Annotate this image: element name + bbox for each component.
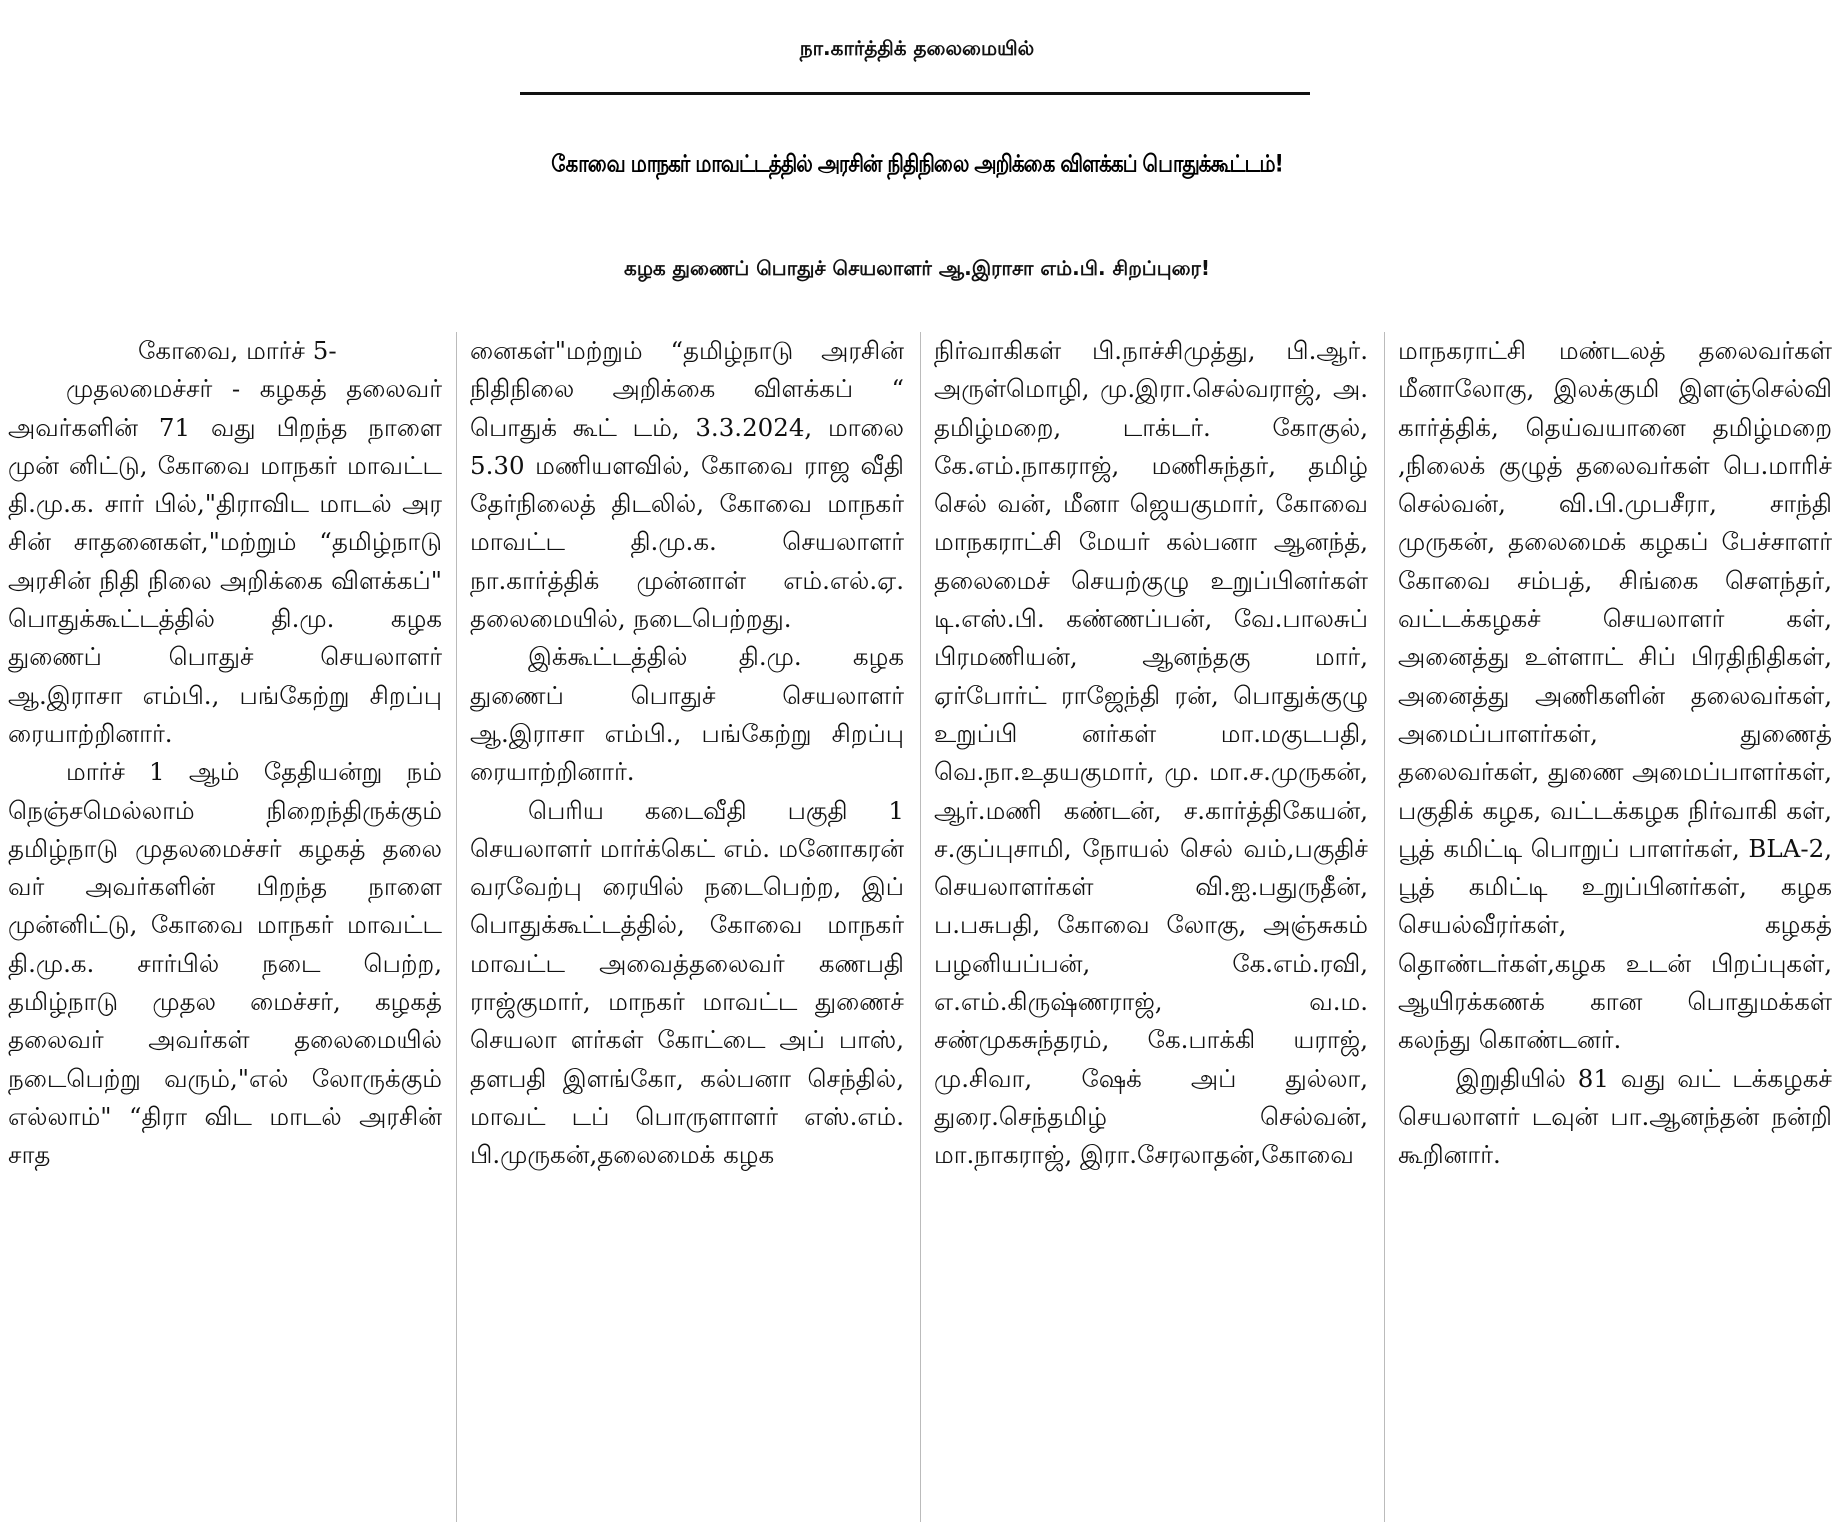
column-1-paragraph-1: முதலமைச்சர் - கழகத் தலைவர் அவர்களின் 71 வது பிறந்த நாளை முன் னிட்டு, கோவை மாநகர் மாவட்ட தி.மு.க. சார் பில்,"திராவிட மாடல் அர சின் சாதனைகள்,"மற்றும் “தமிழ்நாடு அரசின் நிதி நிலை அறிக்கை விளக்கப்" பொதுக்கூட்டத்தில் தி.மு. கழக துணைப் பொதுச் செயலாளர் ஆ.இராசா எம்பி., பங்கேற்று சிறப்பு ரையாற்றினார். bbox=[8, 374, 442, 748]
column-2 bbox=[470, 332, 904, 1175]
column-4-paragraph-1: மாநகராட்சி மண்டலத் தலைவர்கள் மீனாலோகு, இலக்குமி இளஞ்செல்வி கார்த்திக், தெய்வயானை தமிழ்மறை ,நிலைக் குழுத் தலைவர்கள் பெ.மாரிச் செல்வன், வி.பி.முபசீரா, சாந்தி முருகன், தலைமைக் கழகப் பேச்சாளர் கோவை சம்பத், சிங்கை சௌந்தர், வட்டக்கழகச் செயலாளர் கள், அனைத்து உள்ளாட் சிப் பிரதிநிதிகள், அனைத்து அணிகளின் தலைவர்கள், அமைப்பாளர்கள், துணைத் தலைவர்கள், துணை அமைப்பாளர்கள், பகுதிக் கழக, வட்டக்கழக நிர்வாகி கள், பூத் கமிட்டி பொறுப் பாளர்கள், BLA-2, பூத் கமிட்டி உறுப்பினர்கள், கழக செயல்வீரர்கள், கழகத் தொண்டர்கள்,கழக உடன் பிறப்புகள், ஆயிரக்கணக் கான பொதுமக்கள் கலந்து கொண்டனர். bbox=[1398, 336, 1832, 1055]
column-divider bbox=[920, 332, 921, 1522]
article-headline: கோவை மாநகர் மாவட்டத்தில் அரசின் நிதிநிலை அறிக்கை விளக்கப் பொதுக்கூட்டம்! bbox=[551, 148, 1283, 178]
column-2-paragraph-3: பெரிய கடைவீதி பகுதி 1 செயலாளர் மார்க்கெட் எம். மனோகரன் வரவேற்பு ரையில் நடைபெற்ற, இப் பொதுக்கூட்டத்தில், கோவை மாநகர் மாவட்ட அவைத்தலைவர் கணபதி ராஜ்குமார், மாநகர் மாவட்ட துணைச் செயலா ளர்கள் கோட்டை அப் பாஸ், தளபதி இளங்கோ, கல்பனா செந்தில், மாவட் டப் பொருளாளர் எஸ்.எம். பி.முருகன்,தலைமைக் கழக bbox=[470, 795, 904, 1170]
column-4 bbox=[1398, 332, 1832, 1175]
column-1-paragraph-2: மார்ச் 1 ஆம் தேதியன்று நம் நெஞ்சமெல்லாம் நிறைந்திருக்கும் தமிழ்நாடு முதலமைச்சர் கழகத் தலை வர் அவர்களின் பிறந்த நாளை முன்னிட்டு, கோவை மாநகர் மாவட்ட தி.மு.க. சார்பில் நடை பெற்ற, தமிழ்நாடு முதல மைச்சர், கழகத் தலைவர் அவர்கள் தலைமையில் நடைபெற்று வரும்,"எல் லோருக்கும் எல்லாம்" “திரா விட மாடல் அரசின் சாத bbox=[8, 757, 442, 1170]
column-4-paragraph-2: இறுதியில் 81 வது வட் டக்கழகச் செயலாளர் டவுன் பா.ஆனந்தன் நன்றி கூறினார். bbox=[1398, 1063, 1832, 1170]
kicker-underline bbox=[520, 92, 1310, 95]
article-kicker: நா.கார்த்திக் தலைமையில் bbox=[799, 36, 1035, 60]
column-3 bbox=[934, 332, 1368, 1175]
column-divider bbox=[1384, 332, 1385, 1522]
column-1 bbox=[8, 332, 442, 1175]
article-subhead: கழக துணைப் பொதுச் செயலாளர் ஆ.இராசா எம்.பி. சிறப்புரை! bbox=[624, 256, 1210, 280]
column-3-paragraph-1: நிர்வாகிகள் பி.நாச்சிமுத்து, பி.ஆர். அருள்மொழி, மு.இரா.செல்வராஜ், அ. தமிழ்மறை, டாக்டர். கோகுல், கே.எம்.நாகராஜ், மணிசுந்தர், தமிழ் செல் வன், மீனா ஜெயகுமார், கோவை மாநகராட்சி மேயர் கல்பனா ஆனந்த், தலைமைச் செயற்குழு உறுப்பினர்கள் டி.எஸ்.பி. கண்ணப்பன், வே.பாலசுப் பிரமணியன், ஆனந்தகு மார், ஏர்போர்ட் ராஜேந்தி ரன், பொதுக்குழு உறுப்பி னர்கள் மா.மகுடபதி, வெ.நா.உதயகுமார், மு. மா.ச.முருகன், ஆர்.மணி கண்டன், ச.கார்த்திகேயன், ச.குப்புசாமி, நோயல் செல் வம்,பகுதிச் செயலாளர்கள் வி.ஐ.பதுருதீன், ப.பசுபதி, கோவை லோகு, அஞ்சுகம் பழனியப்பன், கே.எம்.ரவி, எ.எம்.கிருஷ்ணராஜ், வ.ம. சண்முகசுந்தரம், கே.பாக்கி யராஜ், மு.சிவா, ஷேக் அப் துல்லா, துரை.செந்தமிழ் செல்வன், மா.நாகராஜ், இரா.சேரலாதன்,கோவை bbox=[934, 336, 1368, 1170]
column-divider bbox=[456, 332, 457, 1522]
column-2-paragraph-1: னைகள்"மற்றும் “தமிழ்நாடு அரசின் நிதிநிலை அறிக்கை விளக்கப் “ பொதுக் கூட் டம், 3.3.2024, மாலை 5.30 மணியளவில், கோவை ராஜ வீதி தேர்நிலைத் திடலில், கோவை மாநகர் மாவட்ட தி.மு.க. செயலாளர் நா.கார்த்திக் முன்னாள் எம்.எல்.ஏ. தலைமையில், நடைபெற்றது. bbox=[470, 336, 904, 634]
column-2-paragraph-2: இக்கூட்டத்தில் தி.மு. கழக துணைப் பொதுச் செயலாளர் ஆ.இராசா எம்பி., பங்கேற்று சிறப்பு ரையாற்றினார். bbox=[470, 642, 904, 787]
dateline: கோவை, மார்ச் 5- bbox=[138, 336, 337, 365]
